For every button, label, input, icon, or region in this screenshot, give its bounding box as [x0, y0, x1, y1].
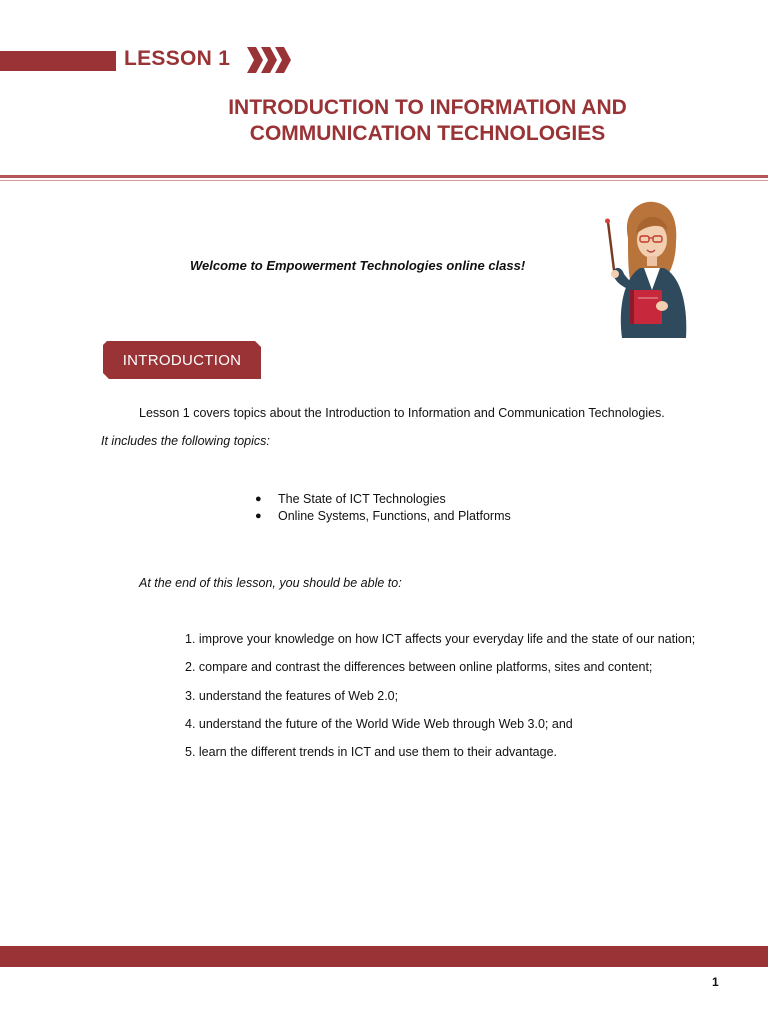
header-divider [0, 175, 768, 178]
triple-chevron-right-icon [245, 45, 295, 75]
lesson-title [150, 95, 705, 147]
introduction-heading: INTRODUCTION [122, 352, 242, 369]
objectives-intro: At the end of this lesson, you should be able to: [139, 576, 402, 590]
page-number: 1 [712, 975, 719, 989]
teacher-illustration [600, 198, 695, 340]
list-item: 4. understand the future of the World Wide Web through Web 3.0; and [185, 716, 573, 731]
lesson-accent-bar [0, 51, 116, 71]
header-divider-thin [0, 180, 768, 181]
lesson-title-line-2: COMMUNICATION TECHNOLOGIES [249, 122, 606, 145]
list-item [255, 491, 511, 508]
list-item: 1. improve your knowledge on how ICT affects your everyday life and the state of our nation; [185, 632, 696, 646]
topic-text: Online Systems, Functions, and Platforms [278, 508, 511, 523]
lesson-overview: Lesson 1 covers topics about the Introduction to Information and Communication Technologies. [139, 406, 665, 420]
bullet-icon: ● [255, 509, 262, 522]
list-item: 5. learn the different trends in ICT and use them to their advantage. [185, 745, 557, 760]
list-item [255, 508, 511, 525]
topic-text: The State of ICT Technologies [278, 492, 446, 506]
list-item: 3. understand the features of Web 2.0; [185, 688, 399, 703]
footer-bar [0, 946, 768, 967]
lesson-label: LESSON 1 [124, 47, 231, 70]
list-item: 2. compare and contrast the differences between online platforms, sites and content; [185, 660, 653, 675]
topics-list [255, 491, 511, 524]
bullet-icon: ● [255, 493, 262, 505]
lesson-title-line-1: INTRODUCTION TO INFORMATION AND [228, 96, 627, 119]
objectives-list [185, 632, 695, 773]
welcome-message: Welcome to Empowerment Technologies online class! [190, 258, 526, 273]
topics-intro: It includes the following topics: [101, 434, 270, 448]
